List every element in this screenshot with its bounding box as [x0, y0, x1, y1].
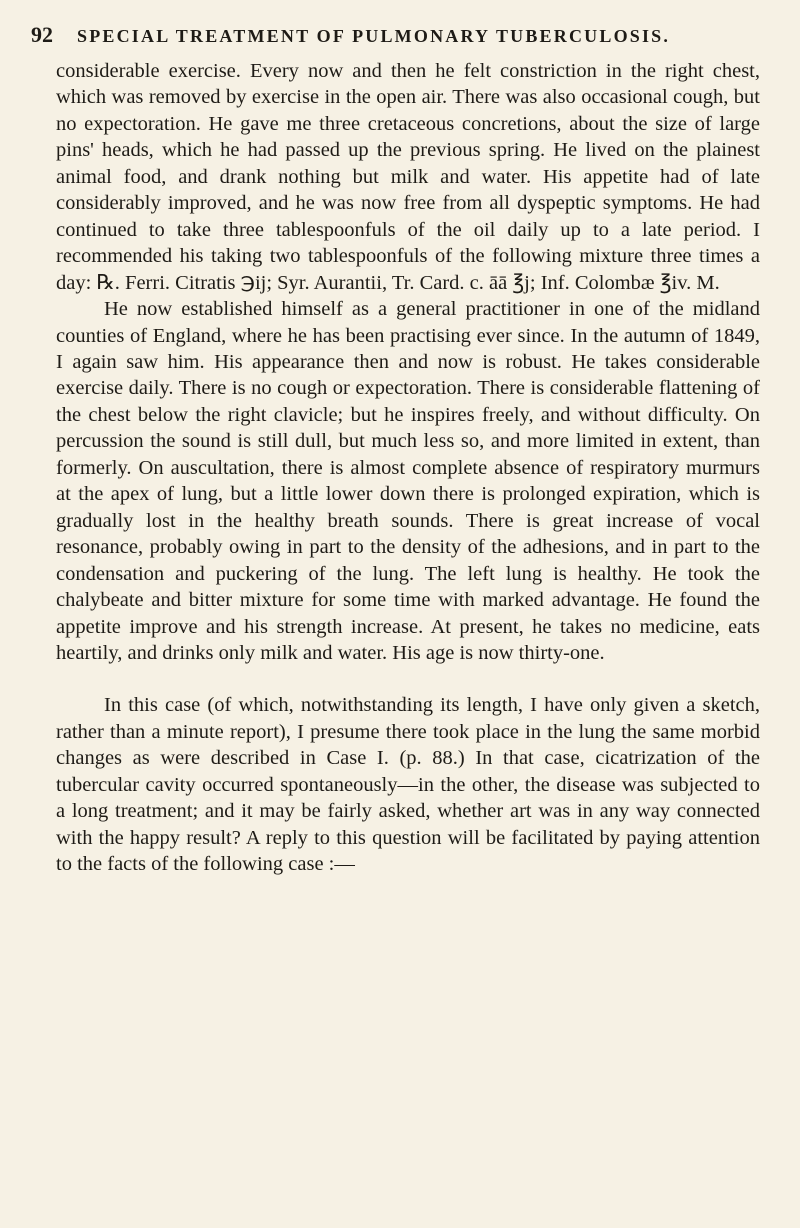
- page-number: 92: [31, 22, 53, 47]
- paragraph-1: considerable exercise. Every now and then he felt constriction in the right chest, which was removed by exercise in the open air. There was also occasional cough, but no expectoration. He gave me three cretaceous concretions, about the size of large pins' heads, which he had passed up the previous spring. He lived on the plainest animal food, and drank nothing but milk and water. His appetite had of late considerably improved, and he was now free from all dyspeptic symptoms. He had continued to take three tablespoonfuls of the oil daily up to a late period. I recommended his taking two tablespoonfuls of the following mixture three times a day: ℞. Ferri. Citratis ℈ij; Syr. Aurantii, Tr. Card. c. āā ℥j; Inf. Colombæ ℥iv. M.: [56, 60, 760, 294]
- running-header: [31, 22, 760, 48]
- paragraph-3: In this case (of which, notwithstanding its length, I have only given a sketch, rather than a minute report), I presume there took place in the lung the same morbid changes as were described in Case I. (p. 88.) In that case, cicatrization of the tubercular cavity occurred spontaneously—in the other, the disease was subjected to a long treatment; and it may be fairly asked, whether art was in any way connected with the happy result? A reply to this question will be facilitated by paying attention to the facts of the following case :—: [56, 694, 760, 876]
- paragraph-2: He now established himself as a general practitioner in one of the midland counties of England, where he has been practising ever since. In the autumn of 1849, I again saw him. His appearance then and now is robust. He takes considerable exercise daily. There is no cough or expectoration. There is considerable flattening of the chest below the right clavicle; but he inspires freely, and without difficulty. On percussion the sound is still dull, but much less so, and more limited in extent, than formerly. On auscultation, there is almost complete absence of respiratory murmurs at the apex of lung, but a little lower down there is prolonged expiration, which is gradually lost in the healthy breath sounds. There is great increase of vocal resonance, probably owing in part to the density of the adhesions, and in part to the condensation and puckering of the lung. The left lung is healthy. He took the chalybeate and bitter mixture for some time with marked advantage. He found the appetite improve and his strength increase. At present, he takes no medicine, eats heartily, and drinks only milk and water. His age is now thirty-one.: [56, 298, 760, 664]
- running-title: SPECIAL TREATMENT OF PULMONARY TUBERCULOSIS.: [77, 26, 671, 46]
- paragraph-spacer: [56, 666, 760, 692]
